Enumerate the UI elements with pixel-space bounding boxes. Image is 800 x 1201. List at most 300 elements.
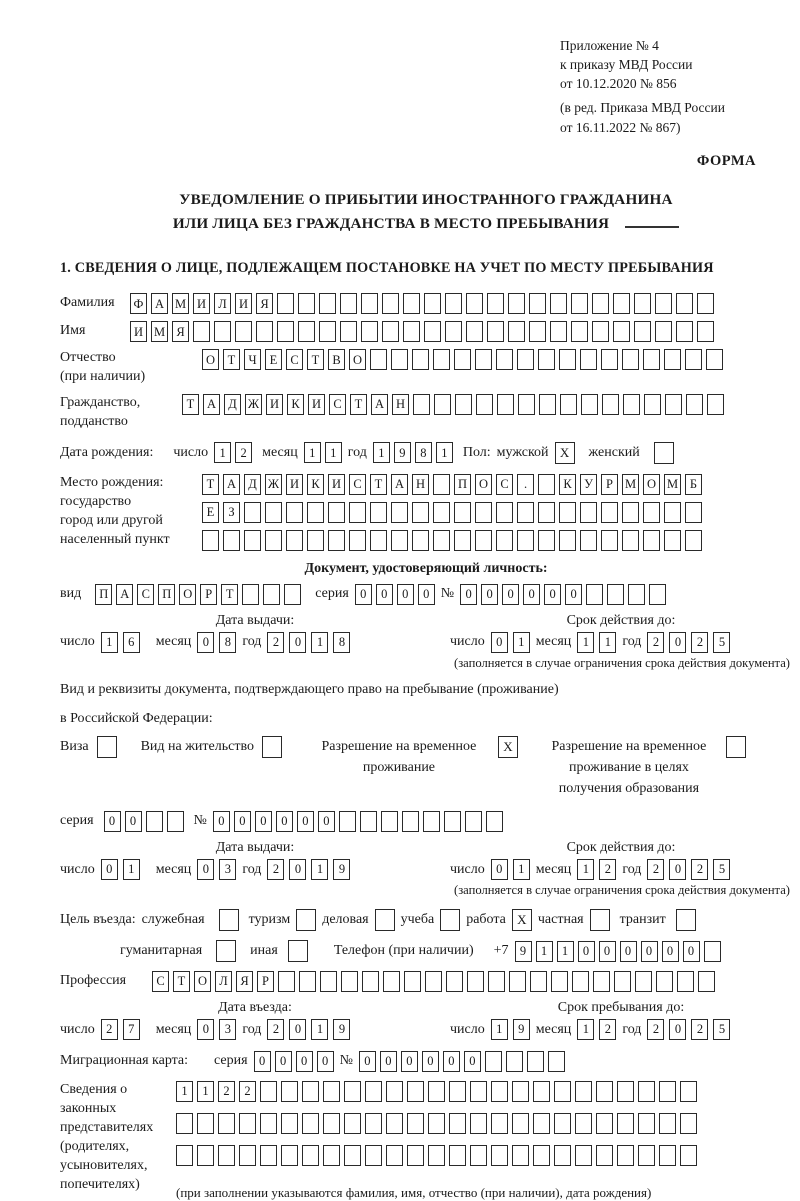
char-cell[interactable] xyxy=(412,530,429,551)
transit-checkbox[interactable] xyxy=(676,909,696,931)
char-cell[interactable]: 7 xyxy=(123,1019,140,1040)
char-cell[interactable]: 9 xyxy=(333,859,350,880)
char-cell[interactable]: 2 xyxy=(101,1019,118,1040)
char-cell[interactable]: 5 xyxy=(713,859,730,880)
char-cell[interactable] xyxy=(455,394,472,415)
char-cell[interactable] xyxy=(512,1145,529,1166)
char-cell[interactable] xyxy=(365,1145,382,1166)
char-cell[interactable]: 0 xyxy=(599,941,616,962)
char-cell[interactable] xyxy=(707,394,724,415)
char-cell[interactable] xyxy=(454,502,471,523)
char-cell[interactable] xyxy=(614,971,631,992)
char-cell[interactable]: 5 xyxy=(713,632,730,653)
char-cell[interactable]: 2 xyxy=(691,632,708,653)
char-cell[interactable] xyxy=(527,1051,544,1072)
char-cell[interactable] xyxy=(265,502,282,523)
char-cell[interactable] xyxy=(560,394,577,415)
char-cell[interactable] xyxy=(592,321,609,342)
char-cell[interactable] xyxy=(391,530,408,551)
char-cell[interactable]: У xyxy=(580,474,597,495)
char-cell[interactable] xyxy=(554,1113,571,1134)
char-cell[interactable] xyxy=(559,502,576,523)
char-cell[interactable] xyxy=(634,293,651,314)
char-cell[interactable] xyxy=(470,1145,487,1166)
char-cell[interactable]: 9 xyxy=(513,1019,530,1040)
char-cell[interactable]: А xyxy=(151,293,168,314)
char-cell[interactable] xyxy=(362,971,379,992)
char-cell[interactable]: П xyxy=(95,584,112,605)
char-cell[interactable] xyxy=(344,1081,361,1102)
char-cell[interactable] xyxy=(403,321,420,342)
char-cell[interactable] xyxy=(360,811,377,832)
char-cell[interactable] xyxy=(581,394,598,415)
char-cell[interactable]: 0 xyxy=(669,1019,686,1040)
char-cell[interactable]: 0 xyxy=(359,1051,376,1072)
char-cell[interactable]: 5 xyxy=(713,1019,730,1040)
char-cell[interactable]: И xyxy=(328,474,345,495)
char-cell[interactable]: 8 xyxy=(415,442,432,463)
char-cell[interactable] xyxy=(281,1081,298,1102)
char-cell[interactable]: Р xyxy=(601,474,618,495)
char-cell[interactable] xyxy=(428,1081,445,1102)
char-cell[interactable] xyxy=(176,1113,193,1134)
char-cell[interactable]: Н xyxy=(392,394,409,415)
char-cell[interactable] xyxy=(281,1113,298,1134)
char-cell[interactable] xyxy=(665,394,682,415)
char-cell[interactable]: К xyxy=(287,394,304,415)
char-cell[interactable] xyxy=(404,971,421,992)
char-cell[interactable] xyxy=(167,811,184,832)
char-cell[interactable] xyxy=(593,971,610,992)
char-cell[interactable] xyxy=(244,502,261,523)
char-cell[interactable] xyxy=(538,502,555,523)
char-cell[interactable] xyxy=(533,1113,550,1134)
char-cell[interactable] xyxy=(643,502,660,523)
char-cell[interactable] xyxy=(281,1145,298,1166)
char-cell[interactable] xyxy=(623,394,640,415)
char-cell[interactable]: К xyxy=(559,474,576,495)
char-cell[interactable] xyxy=(601,502,618,523)
char-cell[interactable] xyxy=(491,1113,508,1134)
char-cell[interactable] xyxy=(538,349,555,370)
char-cell[interactable] xyxy=(218,1113,235,1134)
char-cell[interactable]: Т xyxy=(202,474,219,495)
other-purpose-checkbox[interactable] xyxy=(288,940,308,962)
char-cell[interactable]: 0 xyxy=(669,632,686,653)
char-cell[interactable]: 0 xyxy=(662,941,679,962)
char-cell[interactable]: Е xyxy=(265,349,282,370)
char-cell[interactable] xyxy=(634,321,651,342)
char-cell[interactable]: О xyxy=(643,474,660,495)
char-cell[interactable]: 2 xyxy=(239,1081,256,1102)
char-cell[interactable]: 1 xyxy=(491,1019,508,1040)
char-cell[interactable] xyxy=(340,293,357,314)
char-cell[interactable] xyxy=(361,293,378,314)
char-cell[interactable] xyxy=(517,530,534,551)
char-cell[interactable] xyxy=(550,293,567,314)
char-cell[interactable] xyxy=(386,1145,403,1166)
char-cell[interactable] xyxy=(407,1145,424,1166)
char-cell[interactable] xyxy=(263,584,280,605)
char-cell[interactable] xyxy=(260,1145,277,1166)
char-cell[interactable] xyxy=(298,293,315,314)
char-cell[interactable] xyxy=(622,530,639,551)
char-cell[interactable] xyxy=(223,530,240,551)
char-cell[interactable]: 1 xyxy=(577,859,594,880)
char-cell[interactable] xyxy=(425,971,442,992)
char-cell[interactable] xyxy=(635,971,652,992)
char-cell[interactable]: 0 xyxy=(669,859,686,880)
char-cell[interactable] xyxy=(428,1113,445,1134)
char-cell[interactable] xyxy=(685,349,702,370)
char-cell[interactable] xyxy=(341,971,358,992)
char-cell[interactable] xyxy=(383,971,400,992)
char-cell[interactable] xyxy=(533,1081,550,1102)
char-cell[interactable]: 0 xyxy=(297,811,314,832)
char-cell[interactable] xyxy=(638,1145,655,1166)
char-cell[interactable] xyxy=(538,530,555,551)
char-cell[interactable]: 1 xyxy=(513,632,530,653)
char-cell[interactable]: 0 xyxy=(289,632,306,653)
char-cell[interactable]: 0 xyxy=(289,859,306,880)
char-cell[interactable]: Т xyxy=(370,474,387,495)
char-cell[interactable]: 9 xyxy=(515,941,532,962)
char-cell[interactable]: 1 xyxy=(311,1019,328,1040)
char-cell[interactable] xyxy=(485,1051,502,1072)
char-cell[interactable] xyxy=(382,293,399,314)
char-cell[interactable]: П xyxy=(454,474,471,495)
char-cell[interactable]: Ж xyxy=(265,474,282,495)
char-cell[interactable]: 1 xyxy=(513,859,530,880)
char-cell[interactable]: 1 xyxy=(373,442,390,463)
char-cell[interactable]: 1 xyxy=(557,941,574,962)
char-cell[interactable]: 0 xyxy=(422,1051,439,1072)
char-cell[interactable]: 3 xyxy=(219,1019,236,1040)
char-cell[interactable] xyxy=(365,1113,382,1134)
char-cell[interactable] xyxy=(277,321,294,342)
char-cell[interactable]: И xyxy=(286,474,303,495)
char-cell[interactable] xyxy=(328,502,345,523)
char-cell[interactable] xyxy=(659,1113,676,1134)
char-cell[interactable]: 1 xyxy=(577,1019,594,1040)
char-cell[interactable] xyxy=(433,474,450,495)
char-cell[interactable] xyxy=(434,394,451,415)
char-cell[interactable]: М xyxy=(172,293,189,314)
char-cell[interactable]: С xyxy=(329,394,346,415)
char-cell[interactable] xyxy=(449,1145,466,1166)
char-cell[interactable] xyxy=(697,321,714,342)
char-cell[interactable] xyxy=(586,584,603,605)
char-cell[interactable] xyxy=(512,1081,529,1102)
char-cell[interactable] xyxy=(424,321,441,342)
char-cell[interactable]: 0 xyxy=(213,811,230,832)
char-cell[interactable]: 1 xyxy=(123,859,140,880)
char-cell[interactable] xyxy=(381,811,398,832)
study-checkbox[interactable] xyxy=(440,909,460,931)
char-cell[interactable]: 1 xyxy=(214,442,231,463)
char-cell[interactable] xyxy=(298,321,315,342)
char-cell[interactable] xyxy=(197,1145,214,1166)
char-cell[interactable]: 1 xyxy=(577,632,594,653)
char-cell[interactable] xyxy=(559,349,576,370)
char-cell[interactable] xyxy=(214,321,231,342)
char-cell[interactable] xyxy=(613,321,630,342)
char-cell[interactable] xyxy=(423,811,440,832)
char-cell[interactable] xyxy=(391,349,408,370)
char-cell[interactable]: 0 xyxy=(197,859,214,880)
char-cell[interactable] xyxy=(323,1081,340,1102)
char-cell[interactable]: . xyxy=(517,474,534,495)
char-cell[interactable]: А xyxy=(223,474,240,495)
char-cell[interactable] xyxy=(302,1113,319,1134)
business-checkbox[interactable] xyxy=(375,909,395,931)
char-cell[interactable] xyxy=(575,1081,592,1102)
char-cell[interactable]: 0 xyxy=(276,811,293,832)
char-cell[interactable]: О xyxy=(202,349,219,370)
char-cell[interactable]: Т xyxy=(173,971,190,992)
char-cell[interactable] xyxy=(517,349,534,370)
char-cell[interactable] xyxy=(365,1081,382,1102)
char-cell[interactable]: О xyxy=(475,474,492,495)
male-checkbox[interactable]: X xyxy=(555,442,575,464)
char-cell[interactable] xyxy=(412,349,429,370)
char-cell[interactable] xyxy=(512,1113,529,1134)
char-cell[interactable] xyxy=(496,349,513,370)
char-cell[interactable] xyxy=(506,1051,523,1072)
char-cell[interactable]: 2 xyxy=(599,1019,616,1040)
char-cell[interactable] xyxy=(550,321,567,342)
char-cell[interactable] xyxy=(491,1145,508,1166)
char-cell[interactable]: 1 xyxy=(197,1081,214,1102)
char-cell[interactable]: 0 xyxy=(401,1051,418,1072)
char-cell[interactable] xyxy=(449,1113,466,1134)
char-cell[interactable] xyxy=(465,811,482,832)
char-cell[interactable]: 0 xyxy=(255,811,272,832)
char-cell[interactable] xyxy=(571,293,588,314)
char-cell[interactable]: 1 xyxy=(311,859,328,880)
char-cell[interactable] xyxy=(676,321,693,342)
char-cell[interactable] xyxy=(265,530,282,551)
char-cell[interactable]: П xyxy=(158,584,175,605)
char-cell[interactable] xyxy=(433,530,450,551)
char-cell[interactable] xyxy=(407,1113,424,1134)
char-cell[interactable] xyxy=(349,502,366,523)
char-cell[interactable]: Т xyxy=(307,349,324,370)
char-cell[interactable] xyxy=(551,971,568,992)
char-cell[interactable] xyxy=(445,321,462,342)
char-cell[interactable] xyxy=(466,321,483,342)
char-cell[interactable] xyxy=(302,1081,319,1102)
char-cell[interactable]: 0 xyxy=(418,584,435,605)
char-cell[interactable]: О xyxy=(349,349,366,370)
char-cell[interactable]: 9 xyxy=(394,442,411,463)
char-cell[interactable] xyxy=(664,349,681,370)
char-cell[interactable] xyxy=(260,1081,277,1102)
char-cell[interactable]: 1 xyxy=(311,632,328,653)
char-cell[interactable]: И xyxy=(266,394,283,415)
char-cell[interactable] xyxy=(509,971,526,992)
char-cell[interactable]: Т xyxy=(221,584,238,605)
char-cell[interactable]: Р xyxy=(200,584,217,605)
char-cell[interactable] xyxy=(307,530,324,551)
char-cell[interactable] xyxy=(548,1051,565,1072)
char-cell[interactable] xyxy=(449,1081,466,1102)
char-cell[interactable] xyxy=(529,321,546,342)
char-cell[interactable] xyxy=(467,971,484,992)
char-cell[interactable]: 2 xyxy=(647,859,664,880)
char-cell[interactable] xyxy=(676,293,693,314)
char-cell[interactable] xyxy=(339,811,356,832)
char-cell[interactable] xyxy=(617,1113,634,1134)
char-cell[interactable]: 0 xyxy=(296,1051,313,1072)
char-cell[interactable]: 0 xyxy=(317,1051,334,1072)
char-cell[interactable]: 0 xyxy=(101,859,118,880)
char-cell[interactable]: 1 xyxy=(325,442,342,463)
char-cell[interactable]: А xyxy=(203,394,220,415)
char-cell[interactable] xyxy=(424,293,441,314)
char-cell[interactable]: Я xyxy=(256,293,273,314)
char-cell[interactable] xyxy=(433,349,450,370)
char-cell[interactable] xyxy=(704,941,721,962)
char-cell[interactable] xyxy=(496,530,513,551)
tourism-checkbox[interactable] xyxy=(296,909,316,931)
char-cell[interactable] xyxy=(575,1145,592,1166)
char-cell[interactable] xyxy=(680,1113,697,1134)
char-cell[interactable]: 6 xyxy=(123,632,140,653)
char-cell[interactable]: С xyxy=(137,584,154,605)
official-checkbox[interactable] xyxy=(219,909,239,931)
char-cell[interactable] xyxy=(680,1081,697,1102)
char-cell[interactable] xyxy=(607,584,624,605)
char-cell[interactable] xyxy=(602,394,619,415)
char-cell[interactable] xyxy=(242,584,259,605)
char-cell[interactable]: А xyxy=(371,394,388,415)
char-cell[interactable]: 2 xyxy=(218,1081,235,1102)
char-cell[interactable]: О xyxy=(194,971,211,992)
char-cell[interactable] xyxy=(643,530,660,551)
char-cell[interactable] xyxy=(649,584,666,605)
char-cell[interactable]: Т xyxy=(223,349,240,370)
char-cell[interactable] xyxy=(239,1145,256,1166)
char-cell[interactable] xyxy=(596,1113,613,1134)
char-cell[interactable]: И xyxy=(308,394,325,415)
char-cell[interactable] xyxy=(244,530,261,551)
char-cell[interactable]: З xyxy=(223,502,240,523)
char-cell[interactable] xyxy=(508,321,525,342)
visa-checkbox[interactable] xyxy=(97,736,117,758)
char-cell[interactable] xyxy=(193,321,210,342)
char-cell[interactable] xyxy=(146,811,163,832)
char-cell[interactable] xyxy=(596,1145,613,1166)
char-cell[interactable]: И xyxy=(130,321,147,342)
char-cell[interactable]: 0 xyxy=(578,941,595,962)
char-cell[interactable] xyxy=(697,293,714,314)
char-cell[interactable] xyxy=(256,321,273,342)
char-cell[interactable] xyxy=(580,349,597,370)
char-cell[interactable] xyxy=(496,502,513,523)
char-cell[interactable] xyxy=(664,502,681,523)
char-cell[interactable] xyxy=(344,1113,361,1134)
char-cell[interactable] xyxy=(319,321,336,342)
char-cell[interactable] xyxy=(529,293,546,314)
char-cell[interactable] xyxy=(218,1145,235,1166)
char-cell[interactable] xyxy=(476,394,493,415)
char-cell[interactable] xyxy=(580,530,597,551)
char-cell[interactable] xyxy=(706,349,723,370)
char-cell[interactable]: А xyxy=(391,474,408,495)
char-cell[interactable] xyxy=(538,474,555,495)
char-cell[interactable] xyxy=(391,502,408,523)
char-cell[interactable] xyxy=(454,530,471,551)
char-cell[interactable] xyxy=(518,394,535,415)
char-cell[interactable] xyxy=(643,349,660,370)
char-cell[interactable] xyxy=(575,1113,592,1134)
char-cell[interactable]: Л xyxy=(215,971,232,992)
char-cell[interactable] xyxy=(491,1081,508,1102)
char-cell[interactable] xyxy=(307,502,324,523)
char-cell[interactable]: 0 xyxy=(620,941,637,962)
char-cell[interactable]: 0 xyxy=(443,1051,460,1072)
char-cell[interactable] xyxy=(320,971,337,992)
char-cell[interactable] xyxy=(428,1145,445,1166)
char-cell[interactable] xyxy=(197,1113,214,1134)
char-cell[interactable] xyxy=(286,502,303,523)
char-cell[interactable] xyxy=(475,502,492,523)
char-cell[interactable] xyxy=(596,1081,613,1102)
char-cell[interactable]: 0 xyxy=(464,1051,481,1072)
char-cell[interactable]: 8 xyxy=(219,632,236,653)
char-cell[interactable]: 0 xyxy=(565,584,582,605)
char-cell[interactable] xyxy=(601,530,618,551)
char-cell[interactable] xyxy=(286,530,303,551)
edu-residence-checkbox[interactable] xyxy=(726,736,746,758)
char-cell[interactable] xyxy=(685,502,702,523)
char-cell[interactable] xyxy=(655,293,672,314)
char-cell[interactable]: 2 xyxy=(691,859,708,880)
char-cell[interactable] xyxy=(487,321,504,342)
char-cell[interactable]: Р xyxy=(257,971,274,992)
char-cell[interactable]: 2 xyxy=(267,1019,284,1040)
char-cell[interactable] xyxy=(370,349,387,370)
char-cell[interactable]: Е xyxy=(202,502,219,523)
char-cell[interactable] xyxy=(685,530,702,551)
char-cell[interactable]: 0 xyxy=(289,1019,306,1040)
char-cell[interactable] xyxy=(446,971,463,992)
char-cell[interactable]: Т xyxy=(182,394,199,415)
work-checkbox[interactable]: X xyxy=(512,909,532,931)
char-cell[interactable] xyxy=(622,349,639,370)
char-cell[interactable]: 2 xyxy=(647,1019,664,1040)
char-cell[interactable]: 0 xyxy=(355,584,372,605)
char-cell[interactable] xyxy=(386,1113,403,1134)
char-cell[interactable]: 1 xyxy=(304,442,321,463)
char-cell[interactable]: 0 xyxy=(376,584,393,605)
char-cell[interactable] xyxy=(580,502,597,523)
char-cell[interactable]: Ж xyxy=(245,394,262,415)
char-cell[interactable] xyxy=(533,1145,550,1166)
char-cell[interactable] xyxy=(260,1113,277,1134)
char-cell[interactable]: 0 xyxy=(197,632,214,653)
char-cell[interactable] xyxy=(572,971,589,992)
char-cell[interactable] xyxy=(349,530,366,551)
residence-permit-checkbox[interactable] xyxy=(262,736,282,758)
char-cell[interactable]: 0 xyxy=(523,584,540,605)
char-cell[interactable] xyxy=(554,1145,571,1166)
char-cell[interactable] xyxy=(278,971,295,992)
char-cell[interactable]: 2 xyxy=(599,859,616,880)
char-cell[interactable]: 0 xyxy=(460,584,477,605)
char-cell[interactable] xyxy=(402,811,419,832)
